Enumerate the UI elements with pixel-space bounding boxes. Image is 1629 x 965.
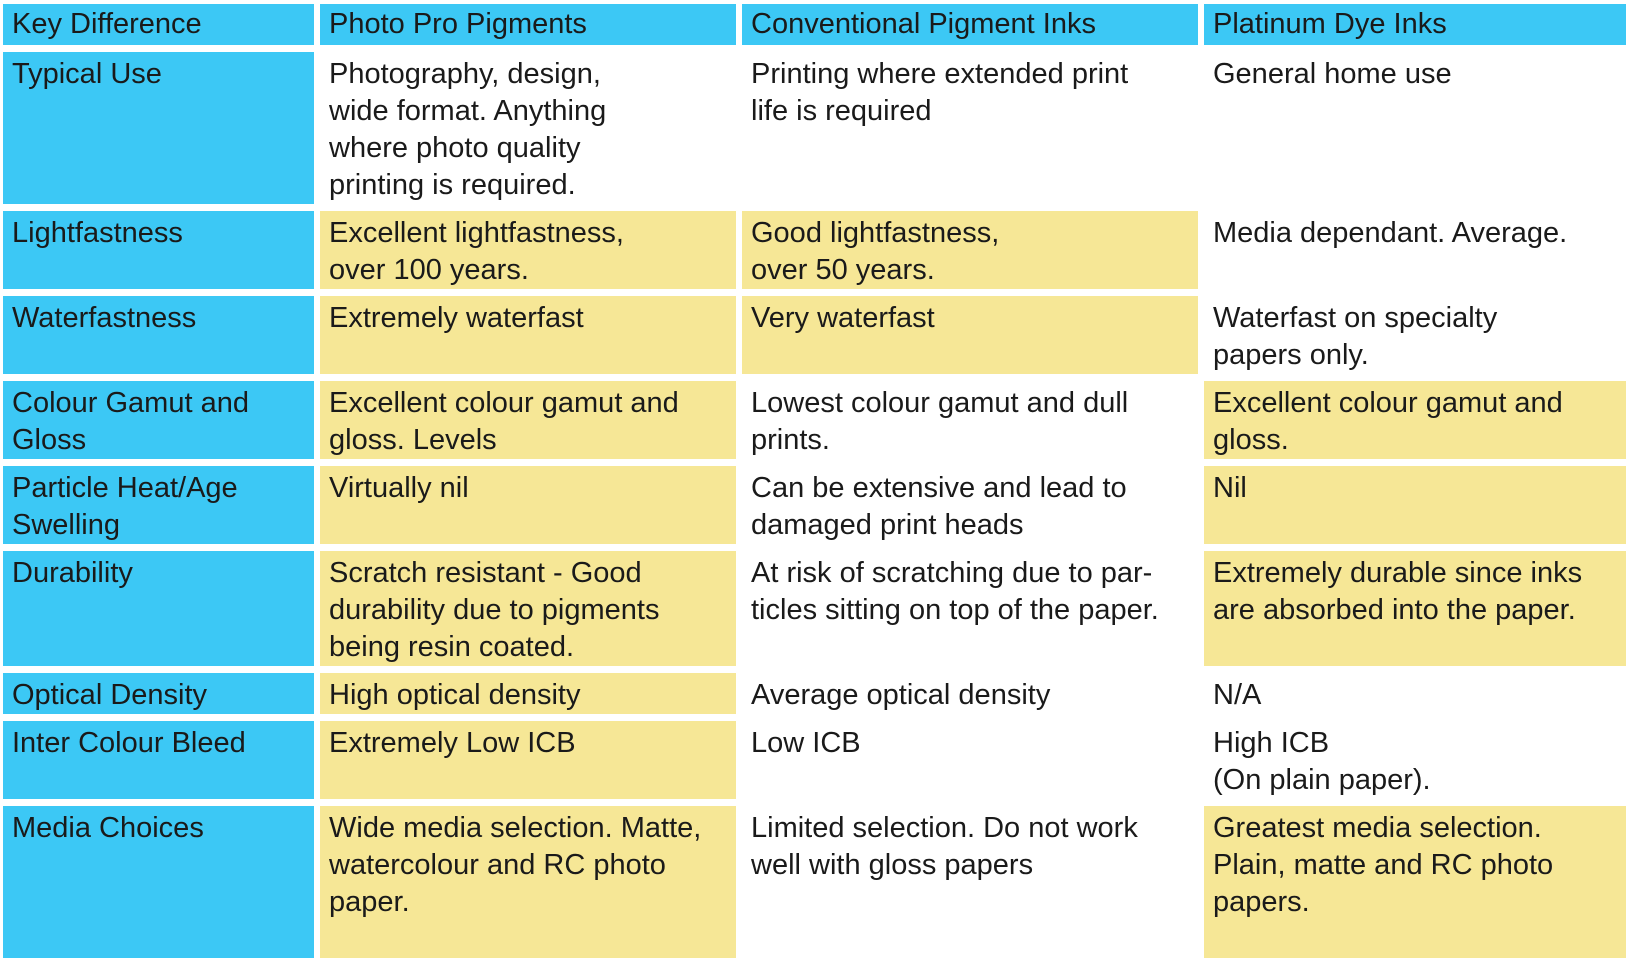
platinum-dye-cell: N/A xyxy=(1204,673,1626,714)
table-row xyxy=(3,673,1626,714)
conventional-cell: Can be extensive and lead to damaged print heads xyxy=(742,466,1198,544)
header-conventional-pigment-inks: Conventional Pigment Inks xyxy=(742,4,1198,45)
table-row xyxy=(3,296,1626,374)
table-row xyxy=(3,466,1626,544)
platinum-dye-cell: Media dependant. Average. xyxy=(1204,211,1626,289)
platinum-dye-cell: Excellent colour gamut and gloss. xyxy=(1204,381,1626,459)
conventional-cell: At risk of scratching due to par- ticles sitting on top of the paper. xyxy=(742,551,1198,666)
photo-pro-cell: Extremely Low ICB xyxy=(320,721,736,799)
photo-pro-cell: High optical density xyxy=(320,673,736,714)
conventional-cell: Limited selection. Do not work well with gloss papers xyxy=(742,806,1198,958)
row-key-cell: Optical Density xyxy=(3,673,314,714)
photo-pro-cell: Scratch resistant - Good durability due to pigments being resin coated. xyxy=(320,551,736,666)
platinum-dye-cell: General home use xyxy=(1204,52,1626,204)
photo-pro-cell: Virtually nil xyxy=(320,466,736,544)
conventional-cell: Good lightfastness, over 50 years. xyxy=(742,211,1198,289)
platinum-dye-cell: Extremely durable since inks are absorbed into the paper. xyxy=(1204,551,1626,666)
platinum-dye-cell: Greatest media selection. Plain, matte and RC photo papers. xyxy=(1204,806,1626,958)
photo-pro-cell: Photography, design, wide format. Anything where photo quality printing is required. xyxy=(320,52,736,204)
table-row xyxy=(3,806,1626,958)
row-key-cell: Typical Use xyxy=(3,52,314,204)
platinum-dye-cell: Nil xyxy=(1204,466,1626,544)
photo-pro-cell: Wide media selection. Matte, watercolour and RC photo paper. xyxy=(320,806,736,958)
table-row xyxy=(3,721,1626,799)
table-row xyxy=(3,211,1626,289)
header-photo-pro-pigments: Photo Pro Pigments xyxy=(320,4,736,45)
table-row xyxy=(3,551,1626,666)
conventional-cell: Average optical density xyxy=(742,673,1198,714)
platinum-dye-cell: High ICB (On plain paper). xyxy=(1204,721,1626,799)
platinum-dye-cell: Waterfast on specialty papers only. xyxy=(1204,296,1626,374)
table-row xyxy=(3,381,1626,459)
conventional-cell: Very waterfast xyxy=(742,296,1198,374)
conventional-cell: Lowest colour gamut and dull prints. xyxy=(742,381,1198,459)
header-key-difference: Key Difference xyxy=(3,4,314,45)
row-key-cell: Media Choices xyxy=(3,806,314,958)
header-row xyxy=(3,4,1626,45)
row-key-cell: Lightfastness xyxy=(3,211,314,289)
header-platinum-dye-inks: Platinum Dye Inks xyxy=(1204,4,1626,45)
row-key-cell: Inter Colour Bleed xyxy=(3,721,314,799)
photo-pro-cell: Extremely waterfast xyxy=(320,296,736,374)
photo-pro-cell: Excellent colour gamut and gloss. Levels xyxy=(320,381,736,459)
row-key-cell: Durability xyxy=(3,551,314,666)
row-key-cell: Particle Heat/Age Swelling xyxy=(3,466,314,544)
conventional-cell: Low ICB xyxy=(742,721,1198,799)
photo-pro-cell: Excellent lightfastness, over 100 years. xyxy=(320,211,736,289)
row-key-cell: Colour Gamut and Gloss xyxy=(3,381,314,459)
conventional-cell: Printing where extended print life is required xyxy=(742,52,1198,204)
table-row xyxy=(3,52,1626,204)
row-key-cell: Waterfastness xyxy=(3,296,314,374)
